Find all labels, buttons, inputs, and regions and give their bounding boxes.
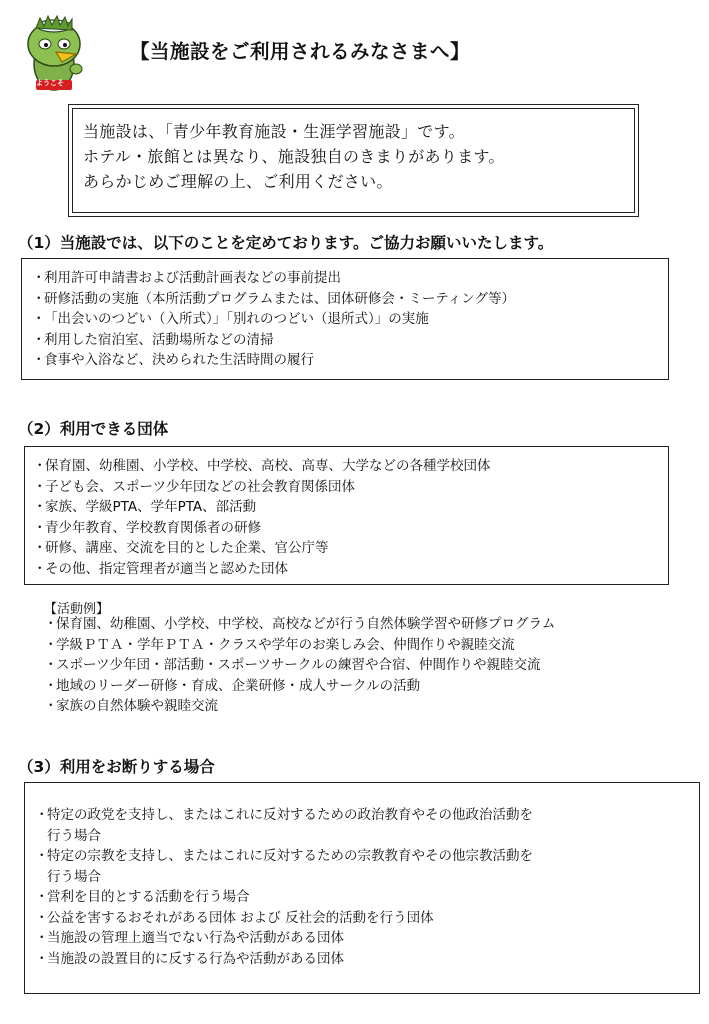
- list-item: [32, 309, 668, 330]
- section1-heading: （1）当施設では、以下のことを定めております。ご協力お願いいたします。: [18, 234, 554, 252]
- list-item-text: 利用した宿泊室、活動場所などの清掃: [44, 331, 274, 348]
- list-item-text: 公益を害するおそれがある団体 および 反社会的活動を行う団体: [47, 909, 434, 926]
- list-item-text: 保育園、幼稚園、小学校、中学校、高校、高専、大学などの各種学校団体: [45, 458, 491, 474]
- example-text: 家族の自然体験や親睦交流: [56, 698, 218, 714]
- list-item-text: 研修、講座、交流を目的とした企業、官公庁等: [45, 540, 329, 556]
- bullet: ・: [44, 616, 58, 632]
- intro-line: ホテル・旅館とは異なり、施設独自のきまりがあります。: [83, 147, 505, 166]
- bullet: ・: [35, 848, 49, 864]
- example-item: [44, 635, 555, 656]
- list-item: [32, 330, 668, 351]
- bullet: ・: [35, 807, 49, 823]
- list-item-text: 家族、学級PTA、学年PTA、部活動: [45, 499, 257, 515]
- bullet: ・: [33, 540, 47, 556]
- section2-heading: （2）利用できる団体: [18, 420, 169, 438]
- list-item-text: 研修活動の実施（本所活動プログラムまたは、団体研修会・ミーティング等）: [44, 290, 516, 307]
- section1-box: [21, 258, 669, 380]
- section2-box: [24, 446, 669, 585]
- list-item-text: 特定の宗教を支持し、またはこれに反対するための宗教教育やその他宗教活動を: [47, 848, 533, 864]
- section3-box: [24, 782, 700, 994]
- list-item-continuation: 行う場合: [47, 827, 101, 844]
- bullet: ・: [44, 636, 58, 653]
- intro-line: 当施設は、「青少年教育施設・生涯学習施設」です。: [83, 122, 465, 141]
- bullet: ・: [44, 657, 58, 673]
- examples-title: 【活動例】: [44, 602, 110, 617]
- example-text: 学級ＰＴＡ・学年ＰＴＡ・クラスや学年のお楽しみ会、仲間作りや親睦交流: [56, 636, 515, 653]
- bullet: ・: [32, 270, 46, 286]
- example-item: [44, 696, 555, 717]
- list-item-text: その他、指定管理者が適当と認めた団体: [45, 560, 288, 577]
- list-item-text: 利用許可申請書および活動計画表などの事前提出: [44, 270, 341, 286]
- page-title: 【当施設をご利用されるみなさまへ】: [130, 40, 471, 63]
- example-text: 保育園、幼稚園、小学校、中学校、高校などが行う自然体験学習や研修プログラム: [56, 616, 556, 632]
- example-text: 地域のリーダー研修・育成、企業研修・成人サークルの活動: [56, 677, 421, 694]
- bullet: ・: [33, 478, 47, 495]
- bullet: ・: [35, 909, 49, 926]
- bullet: ・: [32, 331, 46, 348]
- bullet: ・: [33, 499, 47, 515]
- list-item: [32, 268, 668, 289]
- intro-box: [68, 104, 639, 217]
- bullet: ・: [44, 677, 58, 694]
- bullet: ・: [35, 950, 49, 967]
- bullet: ・: [35, 889, 49, 905]
- bullet: ・: [44, 698, 58, 714]
- list-item: [35, 846, 699, 867]
- bullet: ・: [33, 458, 47, 474]
- bullet: ・: [32, 352, 46, 368]
- list-item-text: 当施設の設置目的に反する行為や活動がある団体: [47, 950, 344, 967]
- example-item: [44, 676, 555, 697]
- list-item: [35, 805, 699, 826]
- list-item-text: 子ども会、スポーツ少年団などの社会教育関係団体: [45, 478, 355, 495]
- intro-line: あらかじめご理解の上、ご利用ください。: [83, 172, 393, 191]
- list-item: [33, 497, 668, 518]
- bullet: ・: [35, 930, 49, 946]
- bullet: ・: [33, 519, 47, 536]
- examples-list: [44, 614, 555, 717]
- list-item-text: 特定の政党を支持し、またはこれに反対するための政治教育やその他政治活動を: [47, 807, 533, 823]
- list-item: [33, 518, 668, 539]
- section3-heading: （3）利用をお断りする場合: [18, 758, 215, 776]
- list-item: [33, 456, 668, 477]
- intro-box-inner: [72, 108, 635, 213]
- list-item-text: 営利を目的とする活動を行う場合: [47, 889, 250, 905]
- bullet: ・: [32, 311, 46, 327]
- bullet: ・: [32, 290, 46, 307]
- list-item: [32, 289, 668, 310]
- example-item: [44, 614, 555, 635]
- list-item-text: 食事や入浴など、決められた生活時間の履行: [44, 352, 314, 368]
- list-item-text: 「出会いのつどい（入所式）」「別れのつどい（退所式）」の実施: [44, 311, 429, 327]
- mascot-caption: ようこそ: [36, 79, 64, 87]
- list-item: [33, 559, 668, 580]
- list-item: [33, 477, 668, 498]
- example-item: [44, 655, 555, 676]
- list-item: [35, 928, 699, 949]
- bullet: ・: [33, 560, 47, 577]
- list-item-text: 当施設の管理上適当でない行為や活動がある団体: [47, 930, 344, 946]
- list-item-continuation: 行う場合: [47, 868, 101, 885]
- kappa-mascot-icon: [14, 14, 98, 96]
- list-item-text: 青少年教育、学校教育関係者の研修: [45, 519, 261, 536]
- list-item: [35, 887, 699, 908]
- list-item: [32, 350, 668, 371]
- list-item: [35, 908, 699, 929]
- list-item: [33, 538, 668, 559]
- example-text: スポーツ少年団・部活動・スポーツサークルの練習や合宿、仲間作りや親睦交流: [56, 657, 541, 673]
- list-item: [35, 949, 699, 970]
